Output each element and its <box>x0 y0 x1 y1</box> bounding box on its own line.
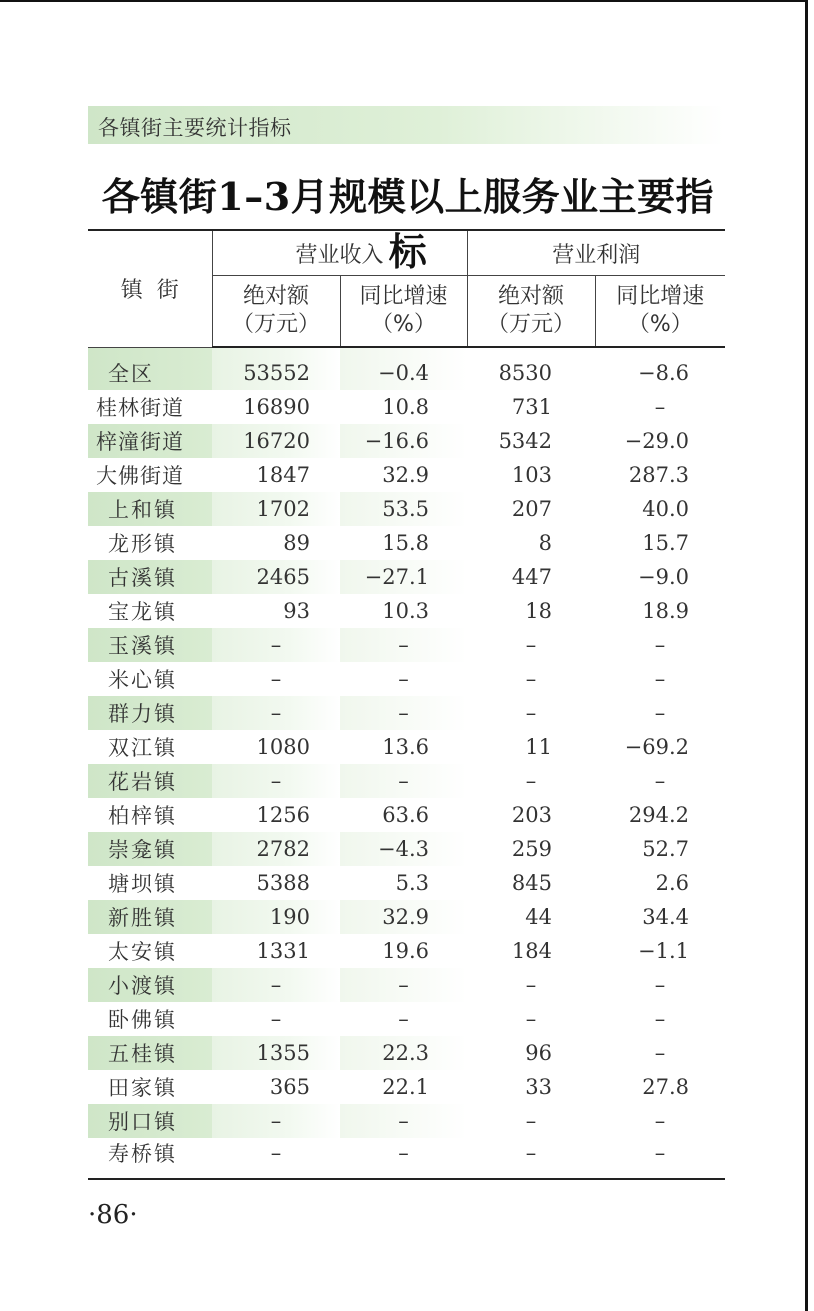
town-name-cell: 梓潼街道 <box>88 424 212 458</box>
revenue-yoy-cell: – <box>340 628 467 662</box>
revenue-yoy-cell: −0.4 <box>340 347 467 390</box>
indicator-table-container <box>88 229 725 1180</box>
profit-yoy-label: 同比增速 <box>616 284 705 309</box>
town-name-cell: 玉溪镇 <box>88 628 212 662</box>
revenue-absolute-cell: 365 <box>269 1075 310 1099</box>
profit-absolute-cell: 207 <box>467 492 595 526</box>
profit-yoy-cell: – <box>654 395 666 419</box>
profit-absolute-cell: – <box>467 764 595 798</box>
revenue-absolute-label: 绝对额 <box>242 284 309 309</box>
revenue-absolute-cell: 1355 <box>212 1036 340 1070</box>
profit-yoy-cell: – <box>595 1036 725 1070</box>
revenue-yoy-cell: – <box>398 1007 409 1031</box>
table-row <box>88 424 725 458</box>
profit-yoy-unit: （%） <box>627 312 693 337</box>
revenue-yoy-cell: – <box>340 1138 467 1179</box>
revenue-absolute-cell: – <box>212 1104 340 1138</box>
profit-absolute-cell: 447 <box>467 560 595 594</box>
profit-absolute-cell: – <box>467 1104 595 1138</box>
revenue-absolute-cell: 190 <box>212 900 340 934</box>
table-row <box>88 1036 725 1070</box>
revenue-absolute-cell: 53552 <box>212 347 340 390</box>
profit-absolute-cell: 18 <box>525 599 553 623</box>
profit-absolute-cell: – <box>467 968 595 1002</box>
revenue-absolute-cell: 1702 <box>212 492 340 526</box>
profit-yoy-cell: 52.7 <box>595 832 725 866</box>
profit-yoy-cell: – <box>595 1138 725 1179</box>
profit-absolute-cell: 259 <box>467 832 595 866</box>
revenue-yoy-unit: （%） <box>371 312 436 337</box>
town-name-cell: 群力镇 <box>88 696 212 730</box>
revenue-absolute-header <box>212 276 340 348</box>
profit-absolute-cell: 33 <box>525 1075 553 1099</box>
revenue-absolute-cell: 16890 <box>243 395 310 419</box>
profit-yoy-cell: 27.8 <box>642 1075 690 1099</box>
revenue-absolute-unit: （万元） <box>231 312 320 337</box>
revenue-yoy-header <box>340 276 467 348</box>
revenue-group-header: 营业收入 <box>212 230 467 276</box>
profit-yoy-cell: 34.4 <box>595 900 725 934</box>
profit-yoy-cell: 40.0 <box>595 492 725 526</box>
profit-yoy-cell: – <box>654 1007 666 1031</box>
revenue-yoy-cell: 10.3 <box>382 599 430 623</box>
revenue-absolute-cell: 2465 <box>212 560 340 594</box>
profit-absolute-cell: – <box>467 1138 595 1179</box>
profit-absolute-cell: – <box>467 628 595 662</box>
table-row <box>88 696 725 730</box>
revenue-absolute-cell: 16720 <box>212 424 340 458</box>
profit-yoy-cell: −8.6 <box>595 347 725 390</box>
town-name-cell: 花岩镇 <box>88 764 212 798</box>
town-name-cell: 塘坝镇 <box>108 872 177 896</box>
revenue-absolute-cell: 1080 <box>256 735 310 759</box>
profit-absolute-cell: 103 <box>511 463 553 487</box>
profit-absolute-cell: 8530 <box>467 347 595 390</box>
profit-yoy-cell: −1.1 <box>638 939 690 963</box>
revenue-yoy-cell: −4.3 <box>340 832 467 866</box>
table-row <box>88 390 725 424</box>
profit-absolute-cell: 731 <box>511 395 553 419</box>
profit-absolute-cell: 184 <box>511 939 553 963</box>
profit-absolute-label: 绝对额 <box>498 284 565 309</box>
profit-yoy-cell: – <box>595 968 725 1002</box>
town-name-cell: 小渡镇 <box>88 968 212 1002</box>
profit-absolute-cell: 203 <box>511 803 553 827</box>
table-row <box>88 458 725 492</box>
table-header <box>88 230 725 347</box>
profit-absolute-cell: 44 <box>467 900 595 934</box>
revenue-absolute-cell: 93 <box>283 599 310 623</box>
town-name-cell: 宝龙镇 <box>108 600 177 624</box>
revenue-yoy-cell: 22.3 <box>340 1036 467 1070</box>
town-name-cell: 桂林街道 <box>96 396 184 420</box>
town-name-cell: 米心镇 <box>108 668 177 692</box>
profit-yoy-cell: −29.0 <box>595 424 725 458</box>
profit-yoy-cell: 294.2 <box>628 803 690 827</box>
revenue-absolute-cell: – <box>212 968 340 1002</box>
revenue-absolute-cell: 2782 <box>212 832 340 866</box>
revenue-absolute-cell: 89 <box>283 531 310 555</box>
town-name-cell: 大佛街道 <box>96 464 184 488</box>
revenue-yoy-cell: – <box>340 968 467 1002</box>
revenue-yoy-cell: – <box>340 696 467 730</box>
table-row <box>88 866 725 900</box>
table-row <box>88 764 725 798</box>
revenue-yoy-label: 同比增速 <box>359 284 448 309</box>
revenue-absolute-cell: 1256 <box>256 803 310 827</box>
revenue-absolute-cell: – <box>212 628 340 662</box>
revenue-yoy-cell: 22.1 <box>382 1075 430 1099</box>
revenue-yoy-cell: – <box>340 1104 467 1138</box>
revenue-yoy-cell: – <box>398 667 409 691</box>
profit-absolute-cell: – <box>525 1007 537 1031</box>
table-row <box>88 968 725 1002</box>
profit-absolute-header <box>467 276 595 348</box>
revenue-yoy-cell: 63.6 <box>382 803 430 827</box>
profit-yoy-cell: – <box>595 764 725 798</box>
profit-yoy-cell: – <box>595 1104 725 1138</box>
revenue-yoy-cell: 5.3 <box>395 871 430 895</box>
revenue-yoy-cell: 53.5 <box>340 492 467 526</box>
revenue-yoy-cell: 13.6 <box>382 735 430 759</box>
table-row <box>88 594 725 628</box>
table-row <box>88 730 725 764</box>
revenue-yoy-cell: −16.6 <box>340 424 467 458</box>
profit-absolute-cell: 8 <box>538 531 553 555</box>
revenue-yoy-cell: 15.8 <box>382 531 430 555</box>
town-name-cell: 别口镇 <box>88 1104 212 1138</box>
town-name-cell: 崇龛镇 <box>88 832 212 866</box>
profit-absolute-unit: （万元） <box>487 312 576 337</box>
town-name-cell: 寿桥镇 <box>88 1138 212 1179</box>
indicator-table <box>88 229 725 1180</box>
profit-yoy-cell: – <box>654 667 666 691</box>
profit-group-header: 营业利润 <box>467 230 725 276</box>
revenue-absolute-cell: 1331 <box>256 939 310 963</box>
revenue-absolute-cell: – <box>212 1138 340 1179</box>
revenue-absolute-cell: 5388 <box>256 871 310 895</box>
table-row <box>88 1104 725 1138</box>
revenue-absolute-cell: – <box>212 764 340 798</box>
revenue-yoy-cell: – <box>340 764 467 798</box>
town-name-cell: 柏梓镇 <box>108 804 177 828</box>
profit-yoy-cell: 15.7 <box>642 531 690 555</box>
profit-yoy-header <box>595 276 725 348</box>
revenue-yoy-cell: −27.1 <box>340 560 467 594</box>
town-name-cell: 上和镇 <box>88 492 212 526</box>
profit-yoy-cell: – <box>595 696 725 730</box>
profit-yoy-cell: −69.2 <box>624 735 690 759</box>
table-row <box>88 662 725 696</box>
table-row <box>88 560 725 594</box>
profit-absolute-cell: 5342 <box>467 424 595 458</box>
profit-absolute-cell: 845 <box>511 871 553 895</box>
town-name-cell: 五桂镇 <box>88 1036 212 1070</box>
town-column-header: 镇街 <box>88 230 212 347</box>
profit-yoy-cell: 2.6 <box>655 871 690 895</box>
section-banner <box>88 106 724 144</box>
revenue-yoy-cell: 10.8 <box>382 395 430 419</box>
profit-absolute-cell: – <box>525 667 537 691</box>
table-row <box>88 1002 725 1036</box>
table-row <box>88 900 725 934</box>
town-name-cell: 田家镇 <box>108 1076 177 1100</box>
table-body <box>88 347 725 1179</box>
town-name-cell: 太安镇 <box>108 940 177 964</box>
town-name-cell: 古溪镇 <box>88 560 212 594</box>
profit-yoy-cell: 18.9 <box>642 599 690 623</box>
profit-yoy-cell: – <box>595 628 725 662</box>
town-name-cell: 新胜镇 <box>88 900 212 934</box>
revenue-absolute-cell: – <box>270 667 282 691</box>
town-name-cell: 龙形镇 <box>108 532 177 556</box>
revenue-yoy-cell: 19.6 <box>382 939 430 963</box>
profit-absolute-cell: – <box>467 696 595 730</box>
table-row <box>88 934 725 968</box>
table-row <box>88 492 725 526</box>
table-row <box>88 1138 725 1179</box>
profit-absolute-cell: 11 <box>525 735 553 759</box>
table-row <box>88 798 725 832</box>
town-name-cell: 卧佛镇 <box>108 1008 177 1032</box>
revenue-absolute-cell: – <box>212 696 340 730</box>
profit-yoy-cell: 287.3 <box>628 463 690 487</box>
profit-yoy-cell: −9.0 <box>595 560 725 594</box>
table-row <box>88 832 725 866</box>
section-banner-text: 各镇街主要统计指标 <box>98 116 292 140</box>
table-row <box>88 347 725 390</box>
revenue-absolute-cell: 1847 <box>256 463 310 487</box>
town-name-cell: 全区 <box>88 347 212 390</box>
page-title: 各镇街1–3月规模以上服务业主要指标 <box>101 174 715 274</box>
town-name-cell: 双江镇 <box>108 736 177 760</box>
revenue-yoy-cell: 32.9 <box>340 900 467 934</box>
table-row <box>88 526 725 560</box>
revenue-yoy-cell: 32.9 <box>382 463 430 487</box>
revenue-absolute-cell: – <box>270 1007 282 1031</box>
table-row <box>88 628 725 662</box>
profit-absolute-cell: 96 <box>467 1036 595 1070</box>
page-number: ·86· <box>88 1200 138 1230</box>
table-row <box>88 1070 725 1104</box>
